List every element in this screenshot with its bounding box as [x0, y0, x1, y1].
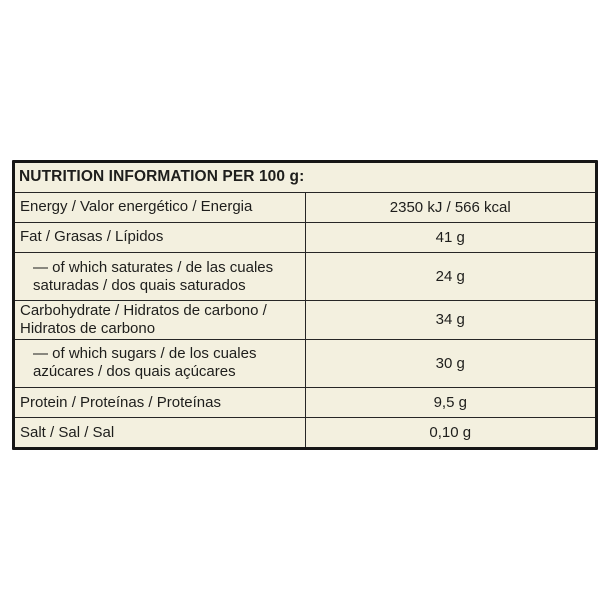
table-row-energy — [15, 192, 595, 222]
nutrient-value-fat: 41 g — [305, 222, 595, 252]
table-title-row — [15, 163, 595, 192]
nutrient-label-saturates: — of which saturates / de las cuales saturadas / dos quais saturados — [15, 252, 305, 301]
nutrient-label-fat: Fat / Grasas / Lípidos — [15, 222, 305, 252]
nutrient-value-saturates: 24 g — [305, 252, 595, 301]
nutrition-table — [15, 163, 595, 447]
nutrient-label-energy: Energy / Valor energético / Energia — [15, 192, 305, 222]
nutrient-label-carbohydrate: Carbohydrate / Hidratos de carbono / Hidratos de carbono — [15, 301, 305, 339]
nutrient-label-salt: Salt / Sal / Sal — [15, 418, 305, 448]
table-title: NUTRITION INFORMATION PER 100 g: — [15, 163, 595, 192]
nutrient-value-salt: 0,10 g — [305, 418, 595, 448]
nutrient-value-sugars: 30 g — [305, 339, 595, 388]
table-row-protein — [15, 388, 595, 418]
nutrient-value-protein: 9,5 g — [305, 388, 595, 418]
nutrition-label-panel — [12, 160, 598, 450]
table-row-fat — [15, 222, 595, 252]
table-row-sugars — [15, 339, 595, 388]
table-row-carbohydrate — [15, 301, 595, 339]
nutrient-value-carbohydrate: 34 g — [305, 301, 595, 339]
nutrient-value-energy: 2350 kJ / 566 kcal — [305, 192, 595, 222]
nutrient-label-sugars: — of which sugars / de los cuales azúcares / dos quais açúcares — [15, 339, 305, 388]
table-row-saturates — [15, 252, 595, 301]
table-row-salt — [15, 418, 595, 448]
nutrient-label-protein: Protein / Proteínas / Proteínas — [15, 388, 305, 418]
